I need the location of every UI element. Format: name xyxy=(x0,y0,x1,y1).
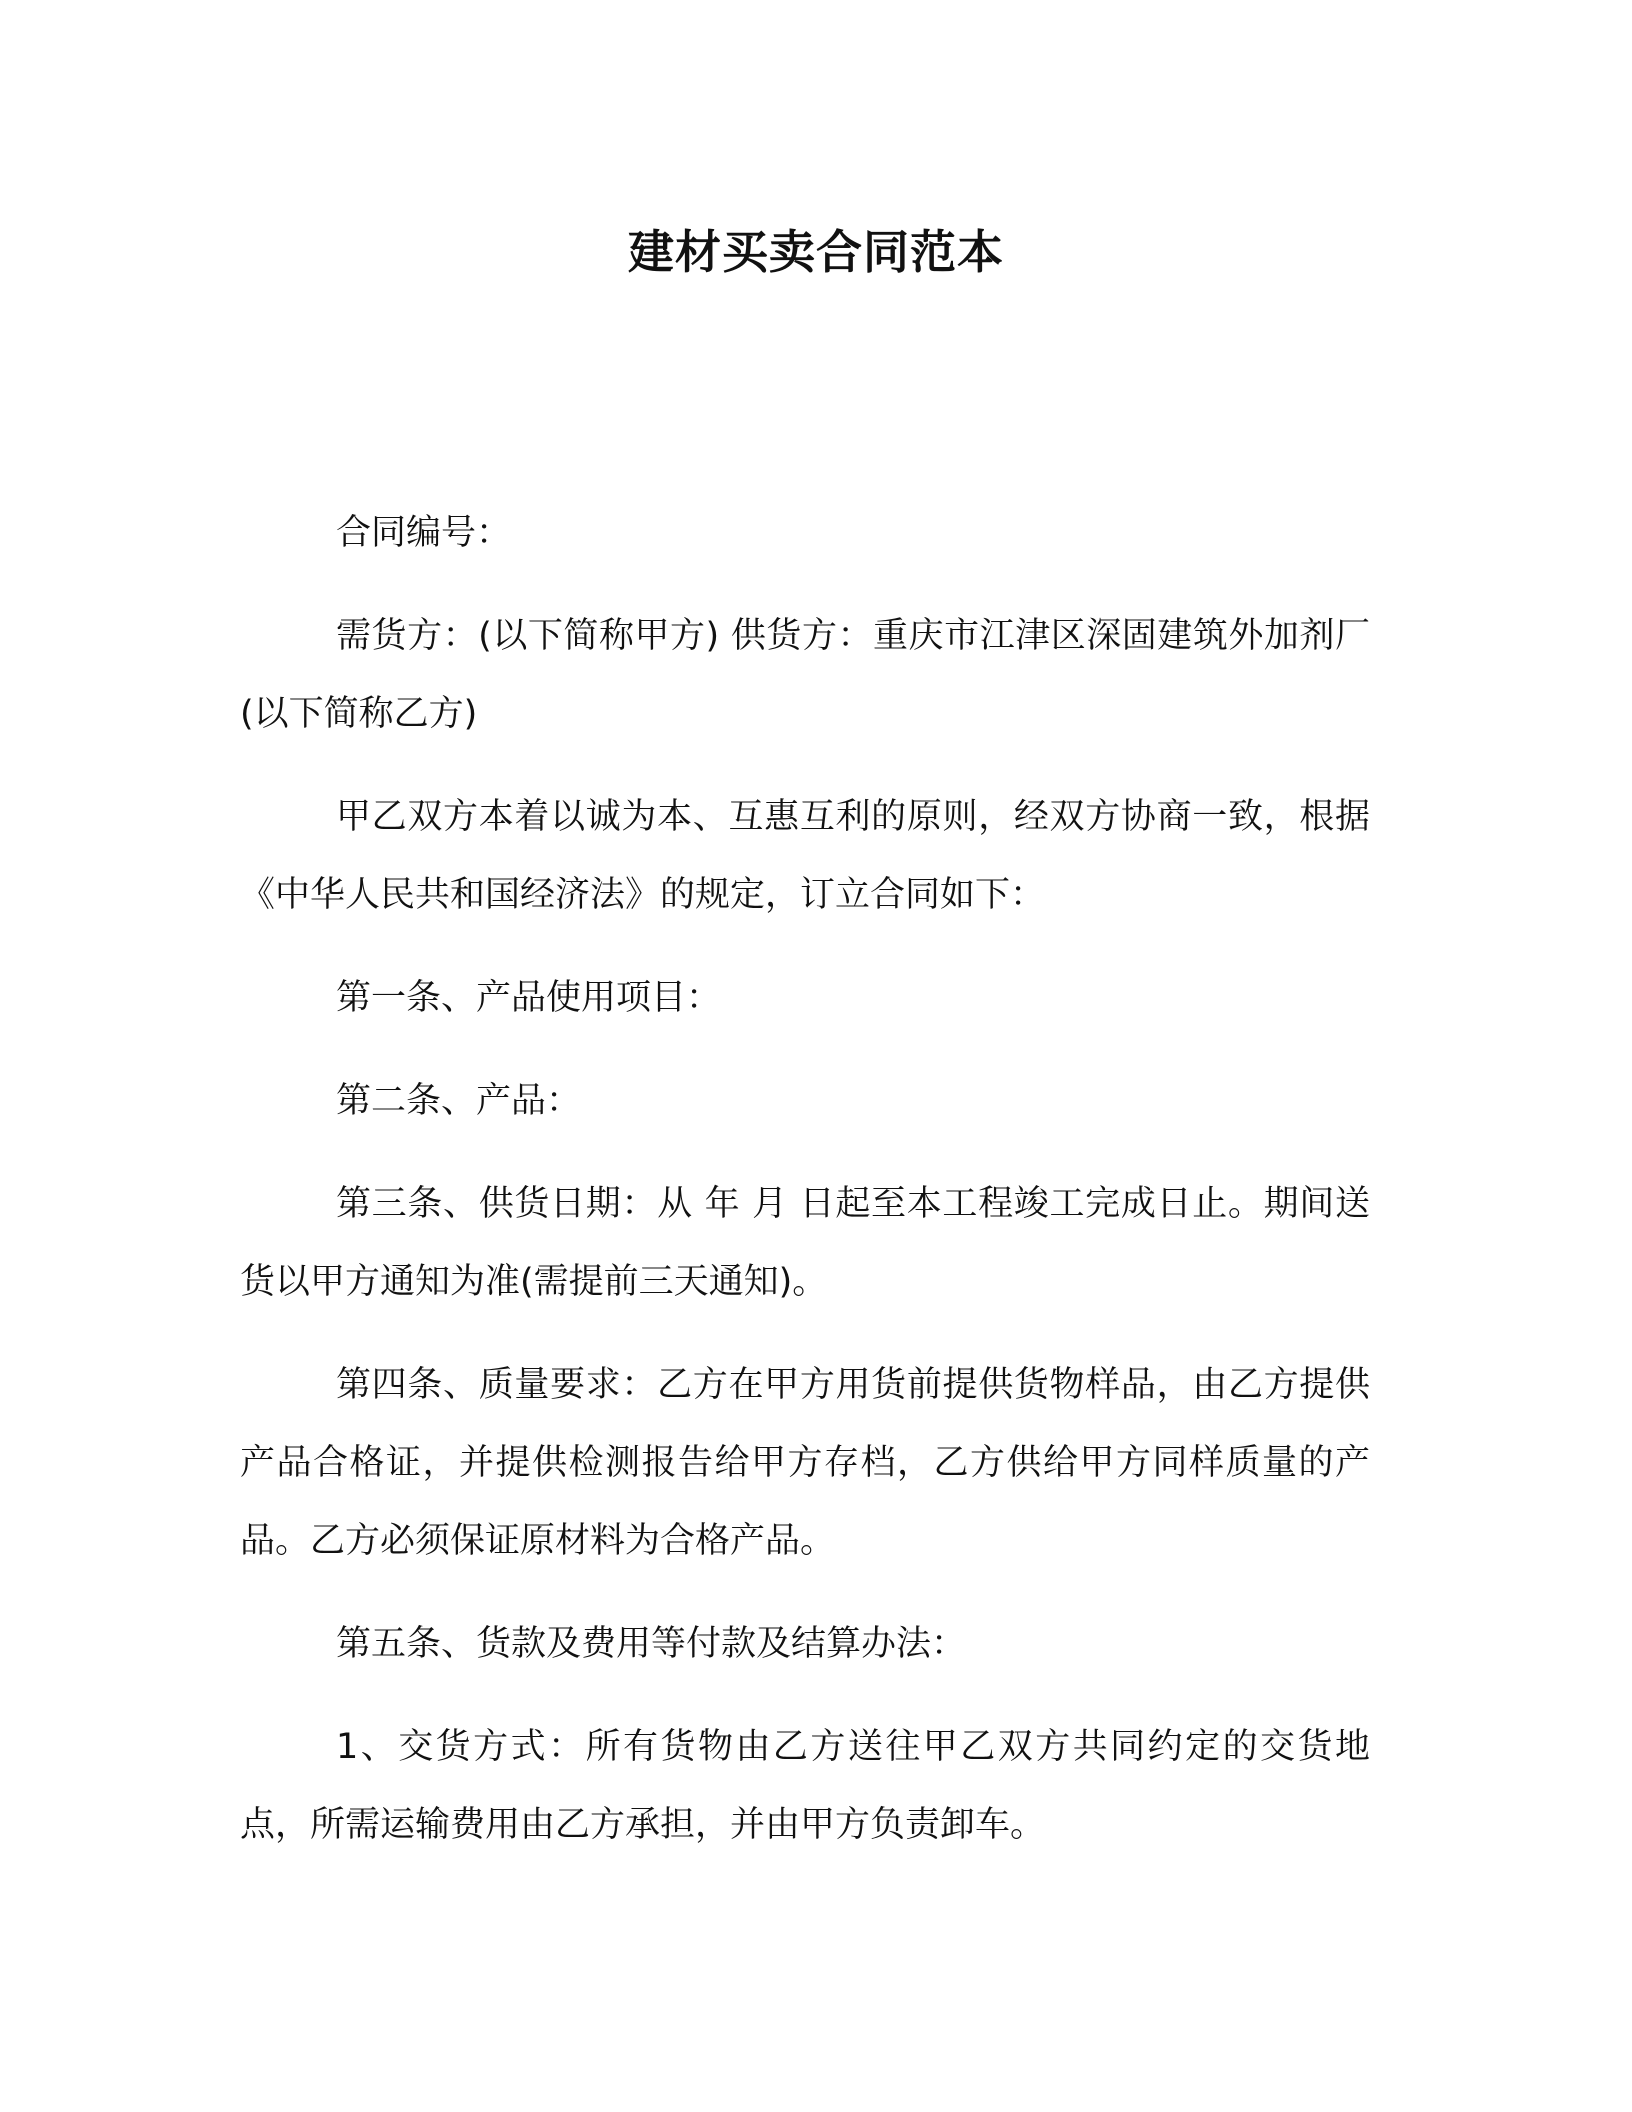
article-5-item-1: 1、交货方式：所有货物由乙方送往甲乙双方共同约定的交货地点，所需运输费用由乙方承担，并由甲方负责卸车。 xyxy=(240,1727,1370,1845)
parties-paragraph: 需货方：(以下简称甲方) 供货方：重庆市江津区深固建筑外加剂厂 (以下简称乙方) xyxy=(240,616,1370,734)
document-body xyxy=(240,494,1370,1889)
article-5: 第五条、货款及费用等付款及结算办法： xyxy=(336,1624,967,1664)
preamble-paragraph: 甲乙双方本着以诚为本、互惠互利的原则，经双方协商一致，根据《中华人民共和国经济法》的规定，订立合同如下： xyxy=(240,797,1370,915)
article-2: 第二条、产品： xyxy=(336,1081,582,1121)
article-3: 第三条、供货日期：从 年 月 日起至本工程竣工完成日止。期间送货以甲方通知为准(需提前三天通知)。 xyxy=(240,1184,1370,1302)
contract-number-line: 合同编号： xyxy=(336,513,512,553)
article-1: 第一条、产品使用项目： xyxy=(336,978,722,1018)
document-title: 建材买卖合同范本 xyxy=(628,225,1004,279)
article-4: 第四条、质量要求：乙方在甲方用货前提供货物样品，由乙方提供产品合格证，并提供检测报告给甲方存档，乙方供给甲方同样质量的产品。乙方必须保证原材料为合格产品。 xyxy=(240,1365,1370,1561)
